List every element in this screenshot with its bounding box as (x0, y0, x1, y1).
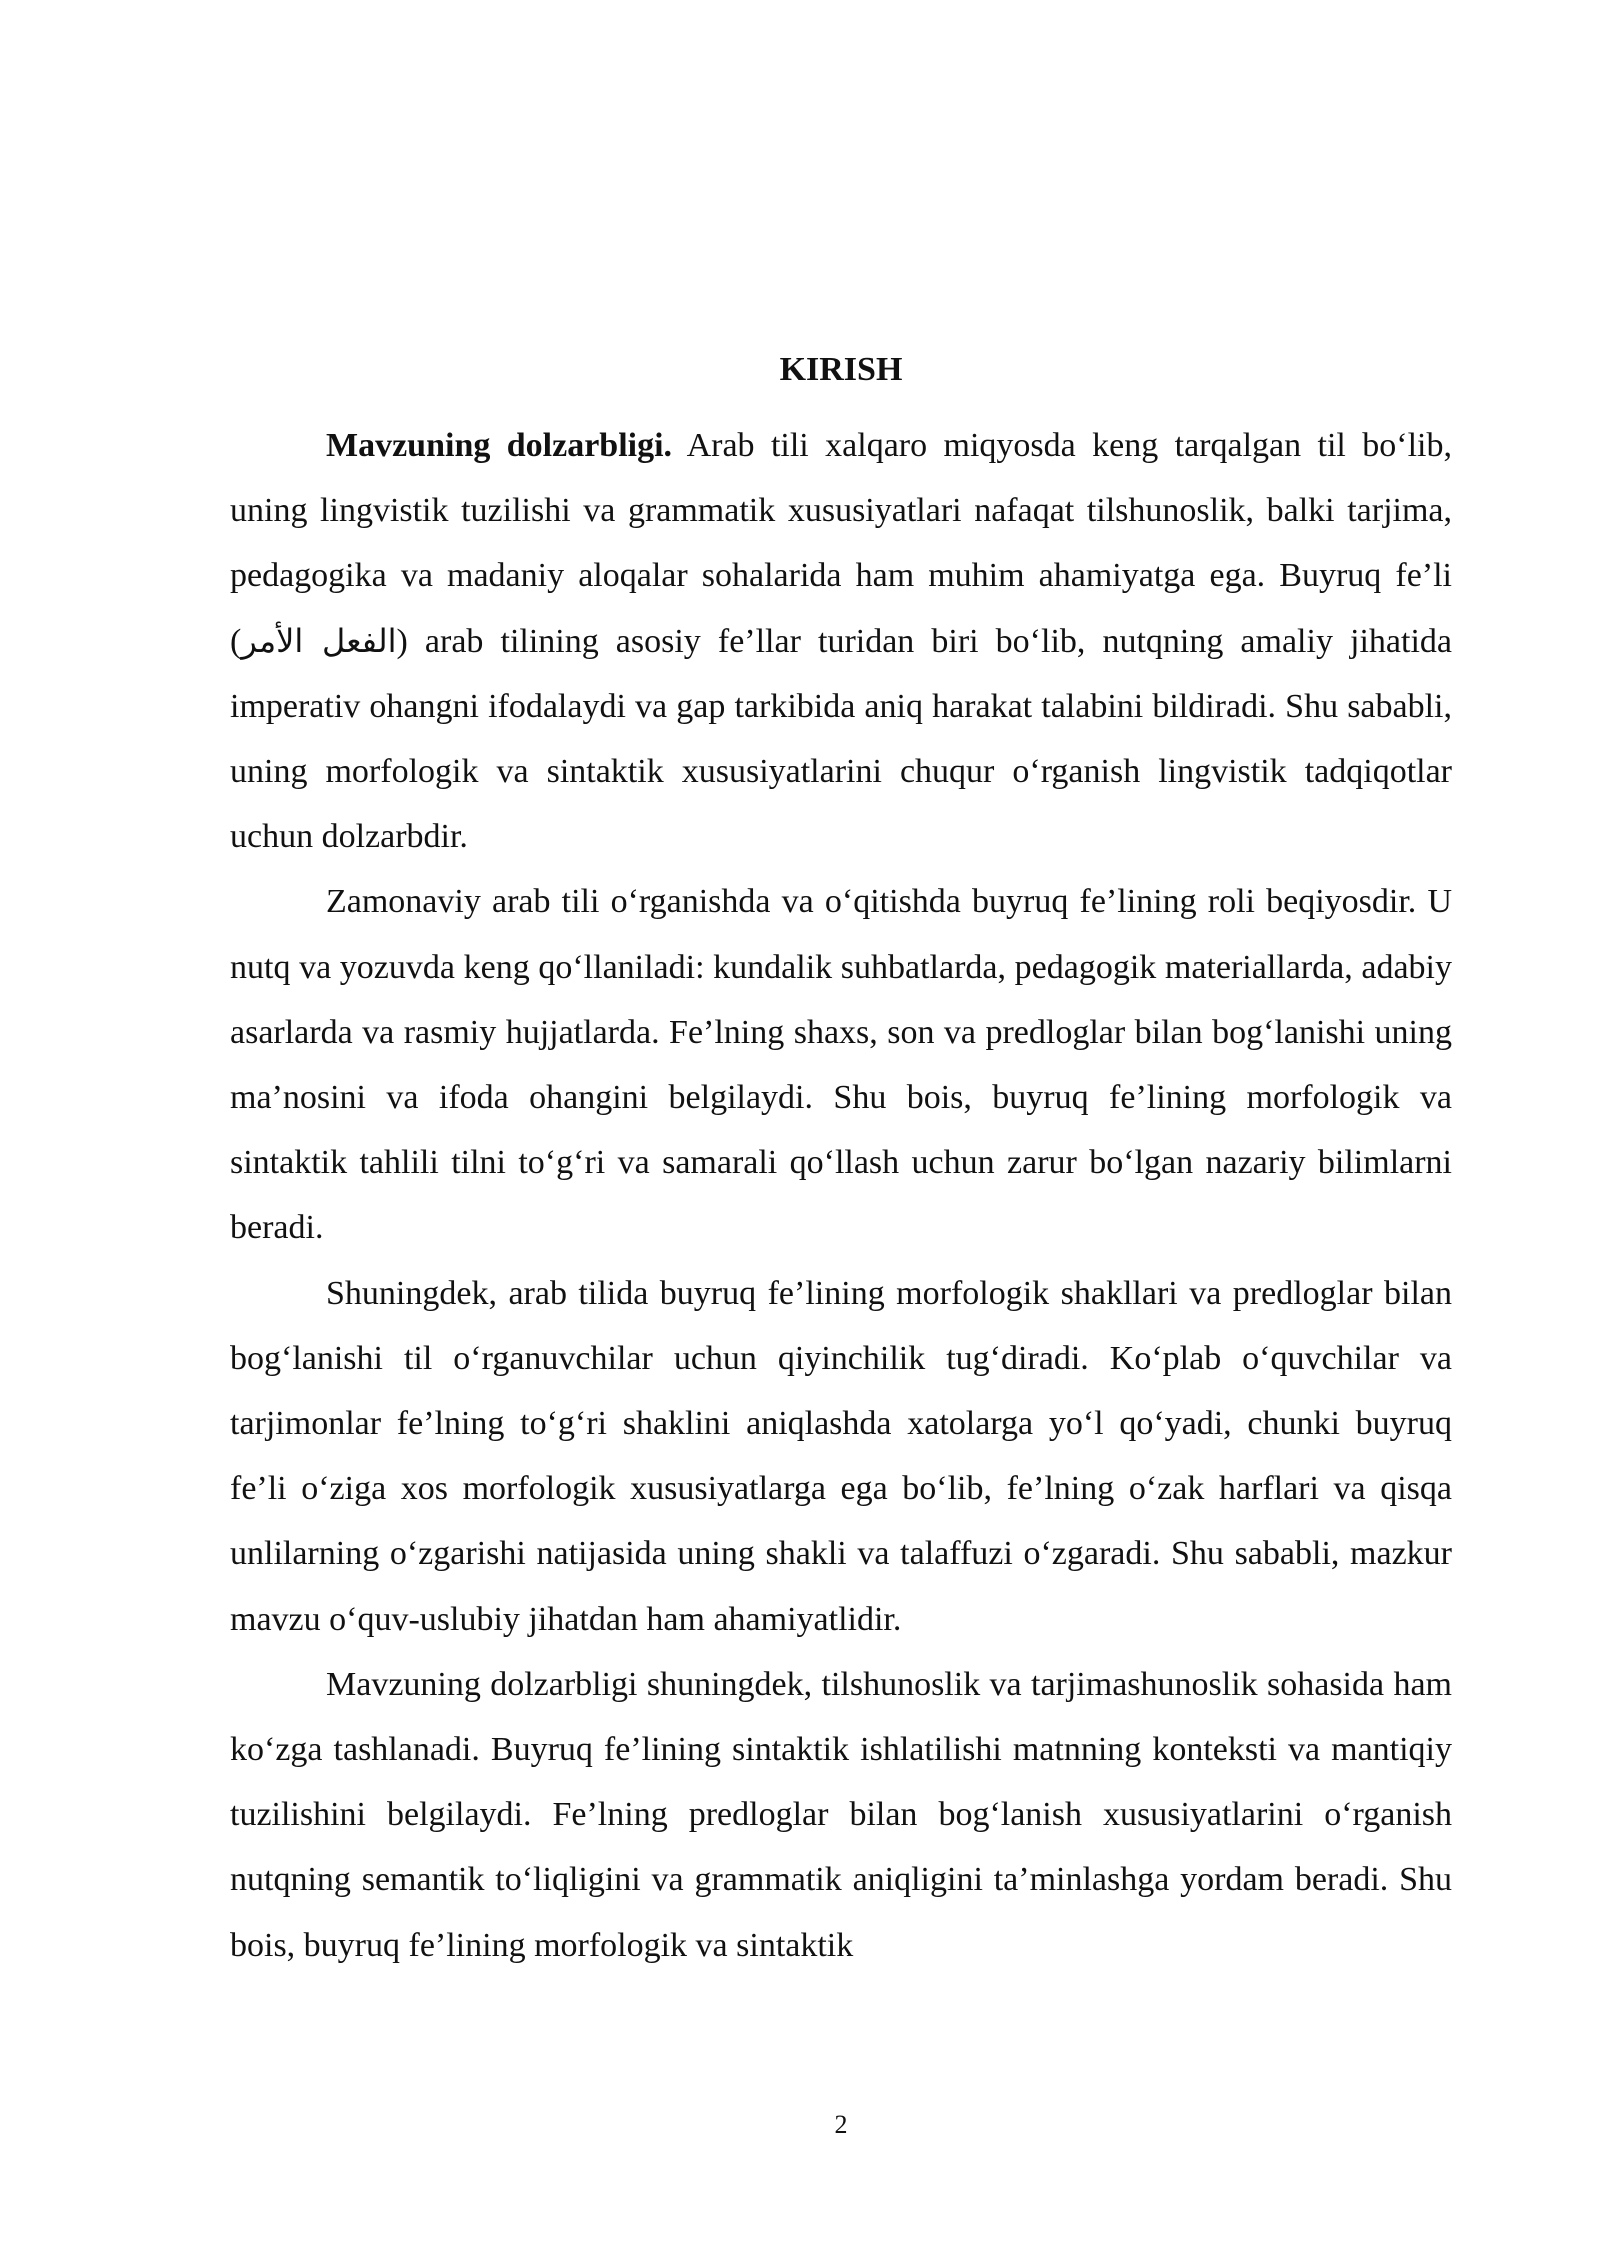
paragraph-4: Mavzuning dolzarbligi shuningdek, tilshunoslik va tarjimashunoslik sohasida ham ko‘zga tashlanadi. Buyruq fe’lining sintaktik ishlatilishi matnning konteksti va mantiqiy tuzilishini belgilaydi. Fe’lning predloglar bilan bog‘lanish xususiyatlarini o‘rganish nutqning semantik to‘liqligini va grammatik aniqligini ta’minlashga yordam beradi. Shu bois, buyruq fe’lining morfologik va sintaktik (230, 1665, 1452, 1964)
paragraph-text: ) arab tilining asosiy fe’llar turidan biri bo‘lib, nutqning amaliy jihatida imperativ ohangni ifodalaydi va gap tarkibida aniq harakat talabini bildiradi. Shu sababli, uning morfologik va sintaktik xususiyatlarini chuqur o‘rganish lingvistik tadqiqotlar uchun dolzarbdir. (230, 622, 1452, 856)
section-heading: KIRISH (779, 351, 903, 388)
paragraph-2: Zamonaviy arab tili o‘rganishda va o‘qitishda buyruq fe’lining roli beqiyosdir. U nutq va yozuvda keng qo‘llaniladi: kundalik suhbatlarda, pedagogik materiallarda, adabiy asarlarda va rasmiy hujjatlarda. Fe’lning shaxs, son va predloglar bilan bog‘lanishi uning ma’nosini va ifoda ohangini belgilaydi. Shu bois, buyruq fe’lining morfologik va sintaktik tahlili tilni to‘g‘ri va samarali qo‘llash uchun zarur bo‘lgan nazariy bilimlarni beradi. (230, 883, 1452, 1247)
arabic-term: الفعل الأمر (241, 621, 397, 660)
paragraph-1 (230, 413, 1452, 869)
page-number: 2 (834, 2110, 848, 2139)
paragraph-3: Shuningdek, arab tilida buyruq fe’lining morfologik shakllari va predloglar bilan bog‘lanishi til o‘rganuvchilar uchun qiyinchilik tug‘diradi. Ko‘plab o‘quvchilar va tarjimonlar fe’lning to‘g‘ri shaklini aniqlashda xatolarga yo‘l qo‘yadi, chunki buyruq fe’li o‘ziga xos morfologik xususiyatlarga ega bo‘lib, fe’lning o‘zak harflari va qisqa unlilarning o‘zgarishi natijasida uning shakli va talaffuzi o‘zgaradi. Shu sababli, mazkur mavzu o‘quv-uslubiy jihatdan ham ahamiyatlidir. (230, 1274, 1452, 1638)
paragraph-text: Arab tili xalqaro miqyosda keng tarqalgan til bo‘lib, uning lingvistik tuzilishi va grammatik xususiyatlari nafaqat tilshunoslik, balki tarjima, pedagogika va madaniy aloqalar sohalarida ham muhim ahamiyatga ega. Buyruq fe’li ( (230, 427, 1452, 660)
body-text (230, 413, 1452, 1978)
paragraph-lead: Mavzuning dolzarbligi. (326, 427, 673, 464)
